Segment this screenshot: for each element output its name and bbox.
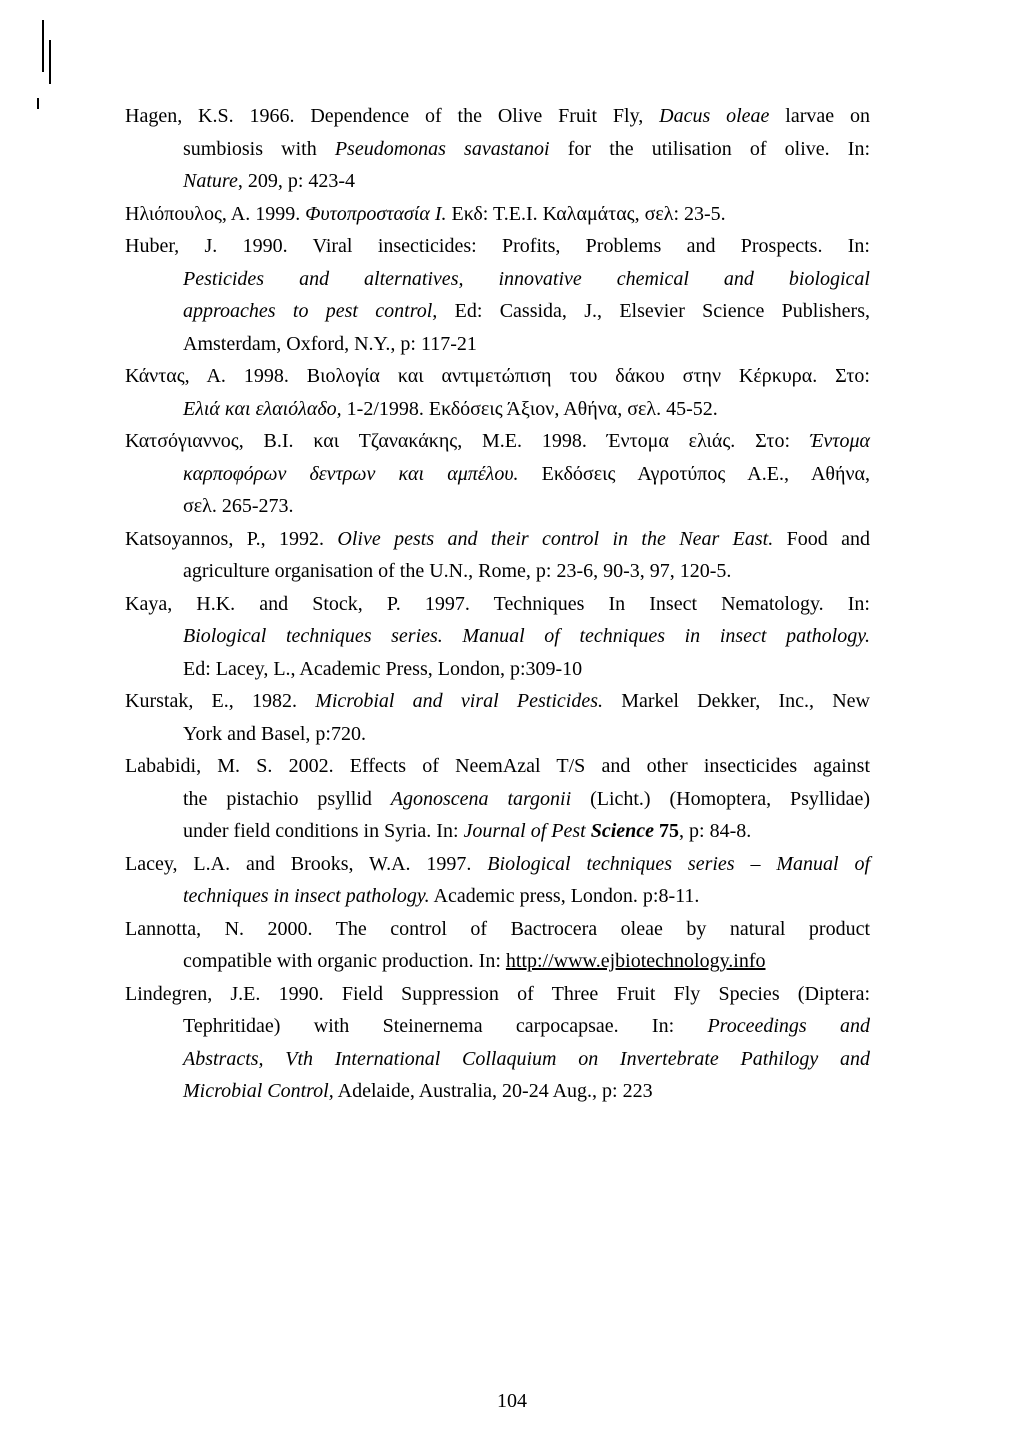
reference-text: Lannotta, N. 2000. The control of Bactrocera oleae by natural product	[125, 917, 870, 940]
reference-entry	[125, 230, 870, 360]
reference-text: Katsoyannos, P., 1992.	[125, 527, 338, 550]
reference-text: Kurstak, E., 1982.	[125, 690, 316, 712]
reference-line	[125, 230, 870, 263]
reference-line	[125, 198, 870, 231]
reference-text: 1-2/1998. Εκδόσεις Άξιον, Αθήνα, σελ. 45-52.	[341, 397, 718, 420]
reference-line	[125, 1075, 870, 1108]
reference-line	[125, 783, 870, 816]
reference-text: Ηλιόπουλος, Α. 1999.	[125, 202, 306, 225]
page-number: 104	[497, 1390, 527, 1412]
reference-entry	[125, 523, 870, 588]
italic-title: approaches to pest control,	[183, 300, 438, 322]
reference-line	[125, 620, 870, 653]
reference-text: , p: 84-8.	[679, 820, 752, 842]
italic-title: Microbial Control,	[183, 1080, 334, 1102]
reference-text: Lindegren, J.E. 1990. Field Suppression of Three Fruit Fly Species (Diptera:	[125, 982, 870, 1005]
reference-text: , 209, p: 423-4	[237, 170, 356, 192]
italic-title: Agonoscena targonii	[390, 787, 572, 810]
reference-line	[125, 913, 870, 946]
italic-title: Φυτοπροστασία Ι.	[305, 202, 447, 225]
reference-text: compatible with organic production. In:	[183, 950, 506, 972]
reference-line	[125, 295, 870, 328]
italic-title: Ελιά και ελαιόλαδο,	[183, 397, 342, 420]
reference-line	[125, 653, 870, 686]
reference-line	[125, 880, 870, 913]
reference-line	[125, 718, 870, 751]
reference-text: Ed: Cassida, J., Elsevier Science Publishers,	[437, 300, 870, 322]
reference-line	[125, 555, 870, 588]
reference-entry	[125, 198, 870, 231]
reference-text: Adelaide, Australia, 20-24 Aug., p: 223	[333, 1080, 653, 1102]
reference-text: Academic press, London. p:8-11.	[429, 885, 700, 907]
italic-title: Biological techniques series – Manual of	[487, 852, 870, 875]
italic-title: Biological techniques series. Manual of techniques in insect pathology.	[183, 625, 870, 647]
reference-text: Εκδόσεις Αγροτύπος Α.Ε., Αθήνα,	[518, 462, 870, 485]
italic-title: Abstracts, Vth International Collaquium on Invertebrate Pathilogy and	[183, 1047, 870, 1070]
reference-text: sumbiosis with	[183, 137, 335, 160]
reference-text: Huber, J. 1990. Viral insecticides: Profits, Problems and Prospects. In:	[125, 235, 870, 257]
reference-line	[125, 685, 870, 718]
reference-text: σελ. 265-273.	[183, 495, 294, 517]
reference-text: Κάντας, Α. 1998. Βιολογία και αντιμετώπιση του δάκου στην Κέρκυρα. Στο:	[125, 365, 870, 387]
italic-title: Olive pests and their control in the Near East.	[337, 527, 774, 550]
italic-title: Journal of Pest	[463, 820, 591, 842]
reference-line	[125, 750, 870, 783]
reference-entry	[125, 750, 870, 848]
reference-text: larvae on	[769, 105, 870, 127]
reference-text: York and Basel, p:720.	[183, 722, 366, 745]
reference-list	[125, 100, 870, 1108]
scan-edge-mark	[37, 98, 39, 109]
reference-text: (Licht.) (Homoptera, Psyllidae)	[571, 787, 871, 810]
reference-url: http://www.ejbiotechnology.info	[505, 950, 766, 972]
scan-edge-mark	[49, 40, 51, 84]
reference-line	[125, 100, 870, 133]
italic-title: Nature	[183, 170, 238, 192]
reference-text: Lababidi, M. S. 2002. Effects of NeemAzal T/S and other insecticides against	[125, 755, 870, 777]
reference-text: Amsterdam, Oxford, N.Y., p: 117-21	[183, 332, 477, 355]
reference-line	[125, 588, 870, 621]
italic-title: Dacus oleae	[659, 105, 770, 127]
reference-line	[125, 1043, 870, 1076]
reference-line	[125, 1010, 870, 1043]
reference-text: Hagen, K.S. 1966. Dependence of the Olive Fruit Fly,	[125, 105, 660, 127]
italic-title: techniques in insect pathology.	[183, 885, 430, 907]
reference-entry	[125, 978, 870, 1108]
reference-entry	[125, 360, 870, 425]
italic-title: Microbial and viral Pesticides.	[315, 690, 603, 712]
italic-title: Έντομα	[809, 430, 870, 452]
reference-line	[125, 458, 870, 491]
reference-text: Markel Dekker, Inc., New	[602, 690, 870, 712]
reference-line	[125, 945, 870, 978]
reference-line	[125, 523, 870, 556]
reference-line	[125, 490, 870, 523]
reference-line	[125, 360, 870, 393]
reference-entry	[125, 913, 870, 978]
reference-entry	[125, 425, 870, 523]
italic-title: Science	[590, 820, 655, 842]
reference-text: Lacey, L.A. and Brooks, W.A. 1997.	[125, 852, 488, 875]
reference-text: Kaya, H.K. and Stock, P. 1997. Techniques In Insect Nematology. In:	[125, 592, 870, 615]
reference-line	[125, 133, 870, 166]
italic-title: Pesticides and alternatives, innovative chemical and biological	[183, 267, 870, 290]
italic-title: Pseudomonas savastanoi	[334, 137, 550, 160]
reference-text: Κατσόγιαννος, Β.Ι. και Τζανακάκης, Μ.Ε. 1998. Έντομα ελιάς. Στο:	[125, 430, 810, 452]
reference-line	[125, 848, 870, 881]
reference-text: Food and	[773, 527, 870, 550]
reference-text: for the utilisation of olive. In:	[549, 137, 870, 160]
reference-line	[125, 978, 870, 1011]
reference-line	[125, 393, 870, 426]
reference-text: Tephritidae) with Steinernema carpocapsae. In:	[183, 1015, 708, 1037]
reference-line	[125, 815, 870, 848]
reference-line	[125, 165, 870, 198]
reference-text: Ed: Lacey, L., Academic Press, London, p:309-10	[183, 657, 583, 680]
reference-line	[125, 328, 870, 361]
reference-text: agriculture organisation of the U.N., Rome, p: 23-6, 90-3, 97, 120-5.	[183, 560, 732, 582]
italic-title: Proceedings and	[707, 1015, 870, 1037]
reference-text: under field conditions in Syria. In:	[183, 820, 464, 842]
reference-line	[125, 425, 870, 458]
italic-title: καρποφόρων δεντρων και αμπέλου.	[183, 462, 519, 485]
reference-line	[125, 263, 870, 296]
reference-entry	[125, 100, 870, 198]
scan-edge-mark	[42, 20, 44, 72]
reference-entry	[125, 588, 870, 686]
reference-entry	[125, 848, 870, 913]
volume-number: 75	[659, 820, 680, 842]
reference-text: Εκδ: Τ.Ε.Ι. Καλαμάτας, σελ: 23-5.	[446, 202, 726, 225]
reference-entry	[125, 685, 870, 750]
reference-text: the pistachio psyllid	[183, 787, 391, 810]
